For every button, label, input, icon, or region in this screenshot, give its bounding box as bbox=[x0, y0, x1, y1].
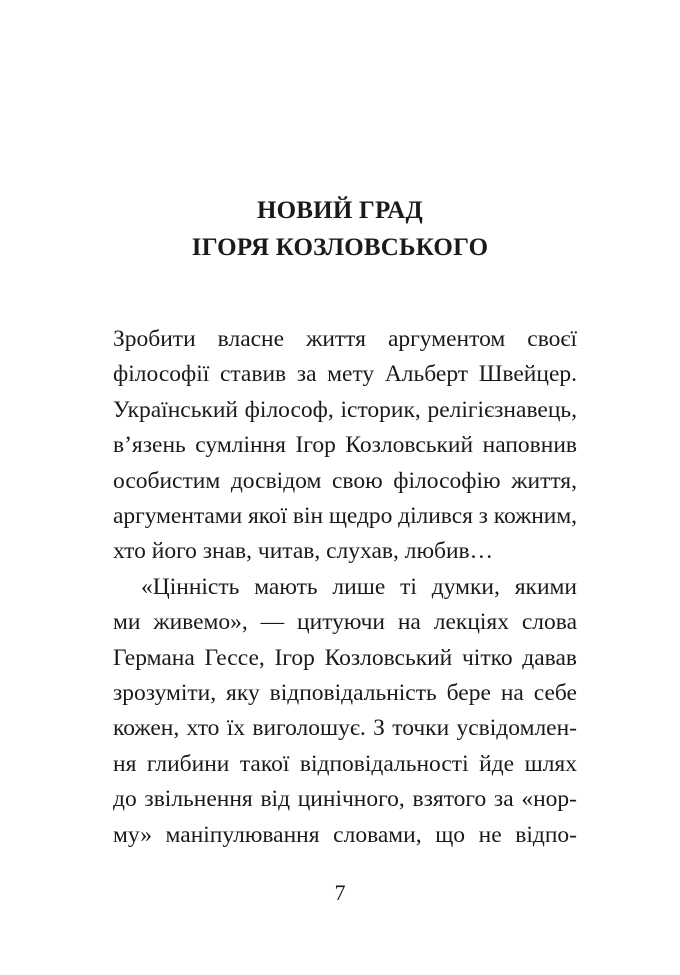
text-line: зрозуміти, яку відповідальність бере на себе bbox=[113, 680, 577, 707]
chapter-title-line-2: ІГОРЯ КОЗЛОВСЬКОГО bbox=[191, 234, 489, 261]
text-line: Германа Гессе, Ігор Козловський чітко давав bbox=[113, 644, 577, 671]
text-line: аргументами якої він щедро ділився з кожним, bbox=[113, 503, 577, 530]
text-line: ня глибини такої відповідальності йде шлях bbox=[113, 750, 577, 777]
text-line: ми живемо», — цитуючи на лекціях слова bbox=[113, 609, 577, 636]
text-line: му» маніпулювання словами, що не відпо- bbox=[113, 821, 577, 848]
text-line: кожен, хто їх виголошує. З точки усвідомлен- bbox=[113, 715, 577, 742]
text-line: Зробити власне життя аргументом своєї bbox=[113, 326, 577, 352]
chapter-title-line-1: НОВИЙ ГРАД bbox=[257, 197, 423, 224]
text-line: особистим досвідом свою філософію життя, bbox=[113, 467, 577, 494]
page-number: 7 bbox=[334, 880, 346, 905]
text-line: Український філософ, історик, релігієзнавець, bbox=[113, 396, 577, 423]
text-line: «Цінність мають лише ті думки, якими bbox=[141, 573, 577, 600]
body-text bbox=[113, 322, 577, 853]
text-line: в’язень сумління Ігор Козловський наповнив bbox=[113, 432, 577, 459]
text-line: хто його знав, читав, слухав, любив… bbox=[113, 538, 494, 565]
text-line: до звільнення від цинічного, взятого за «нор- bbox=[113, 786, 577, 813]
chapter-title bbox=[0, 192, 680, 266]
text-line: філософії ставив за мету Альберт Швейцер. bbox=[113, 361, 577, 388]
